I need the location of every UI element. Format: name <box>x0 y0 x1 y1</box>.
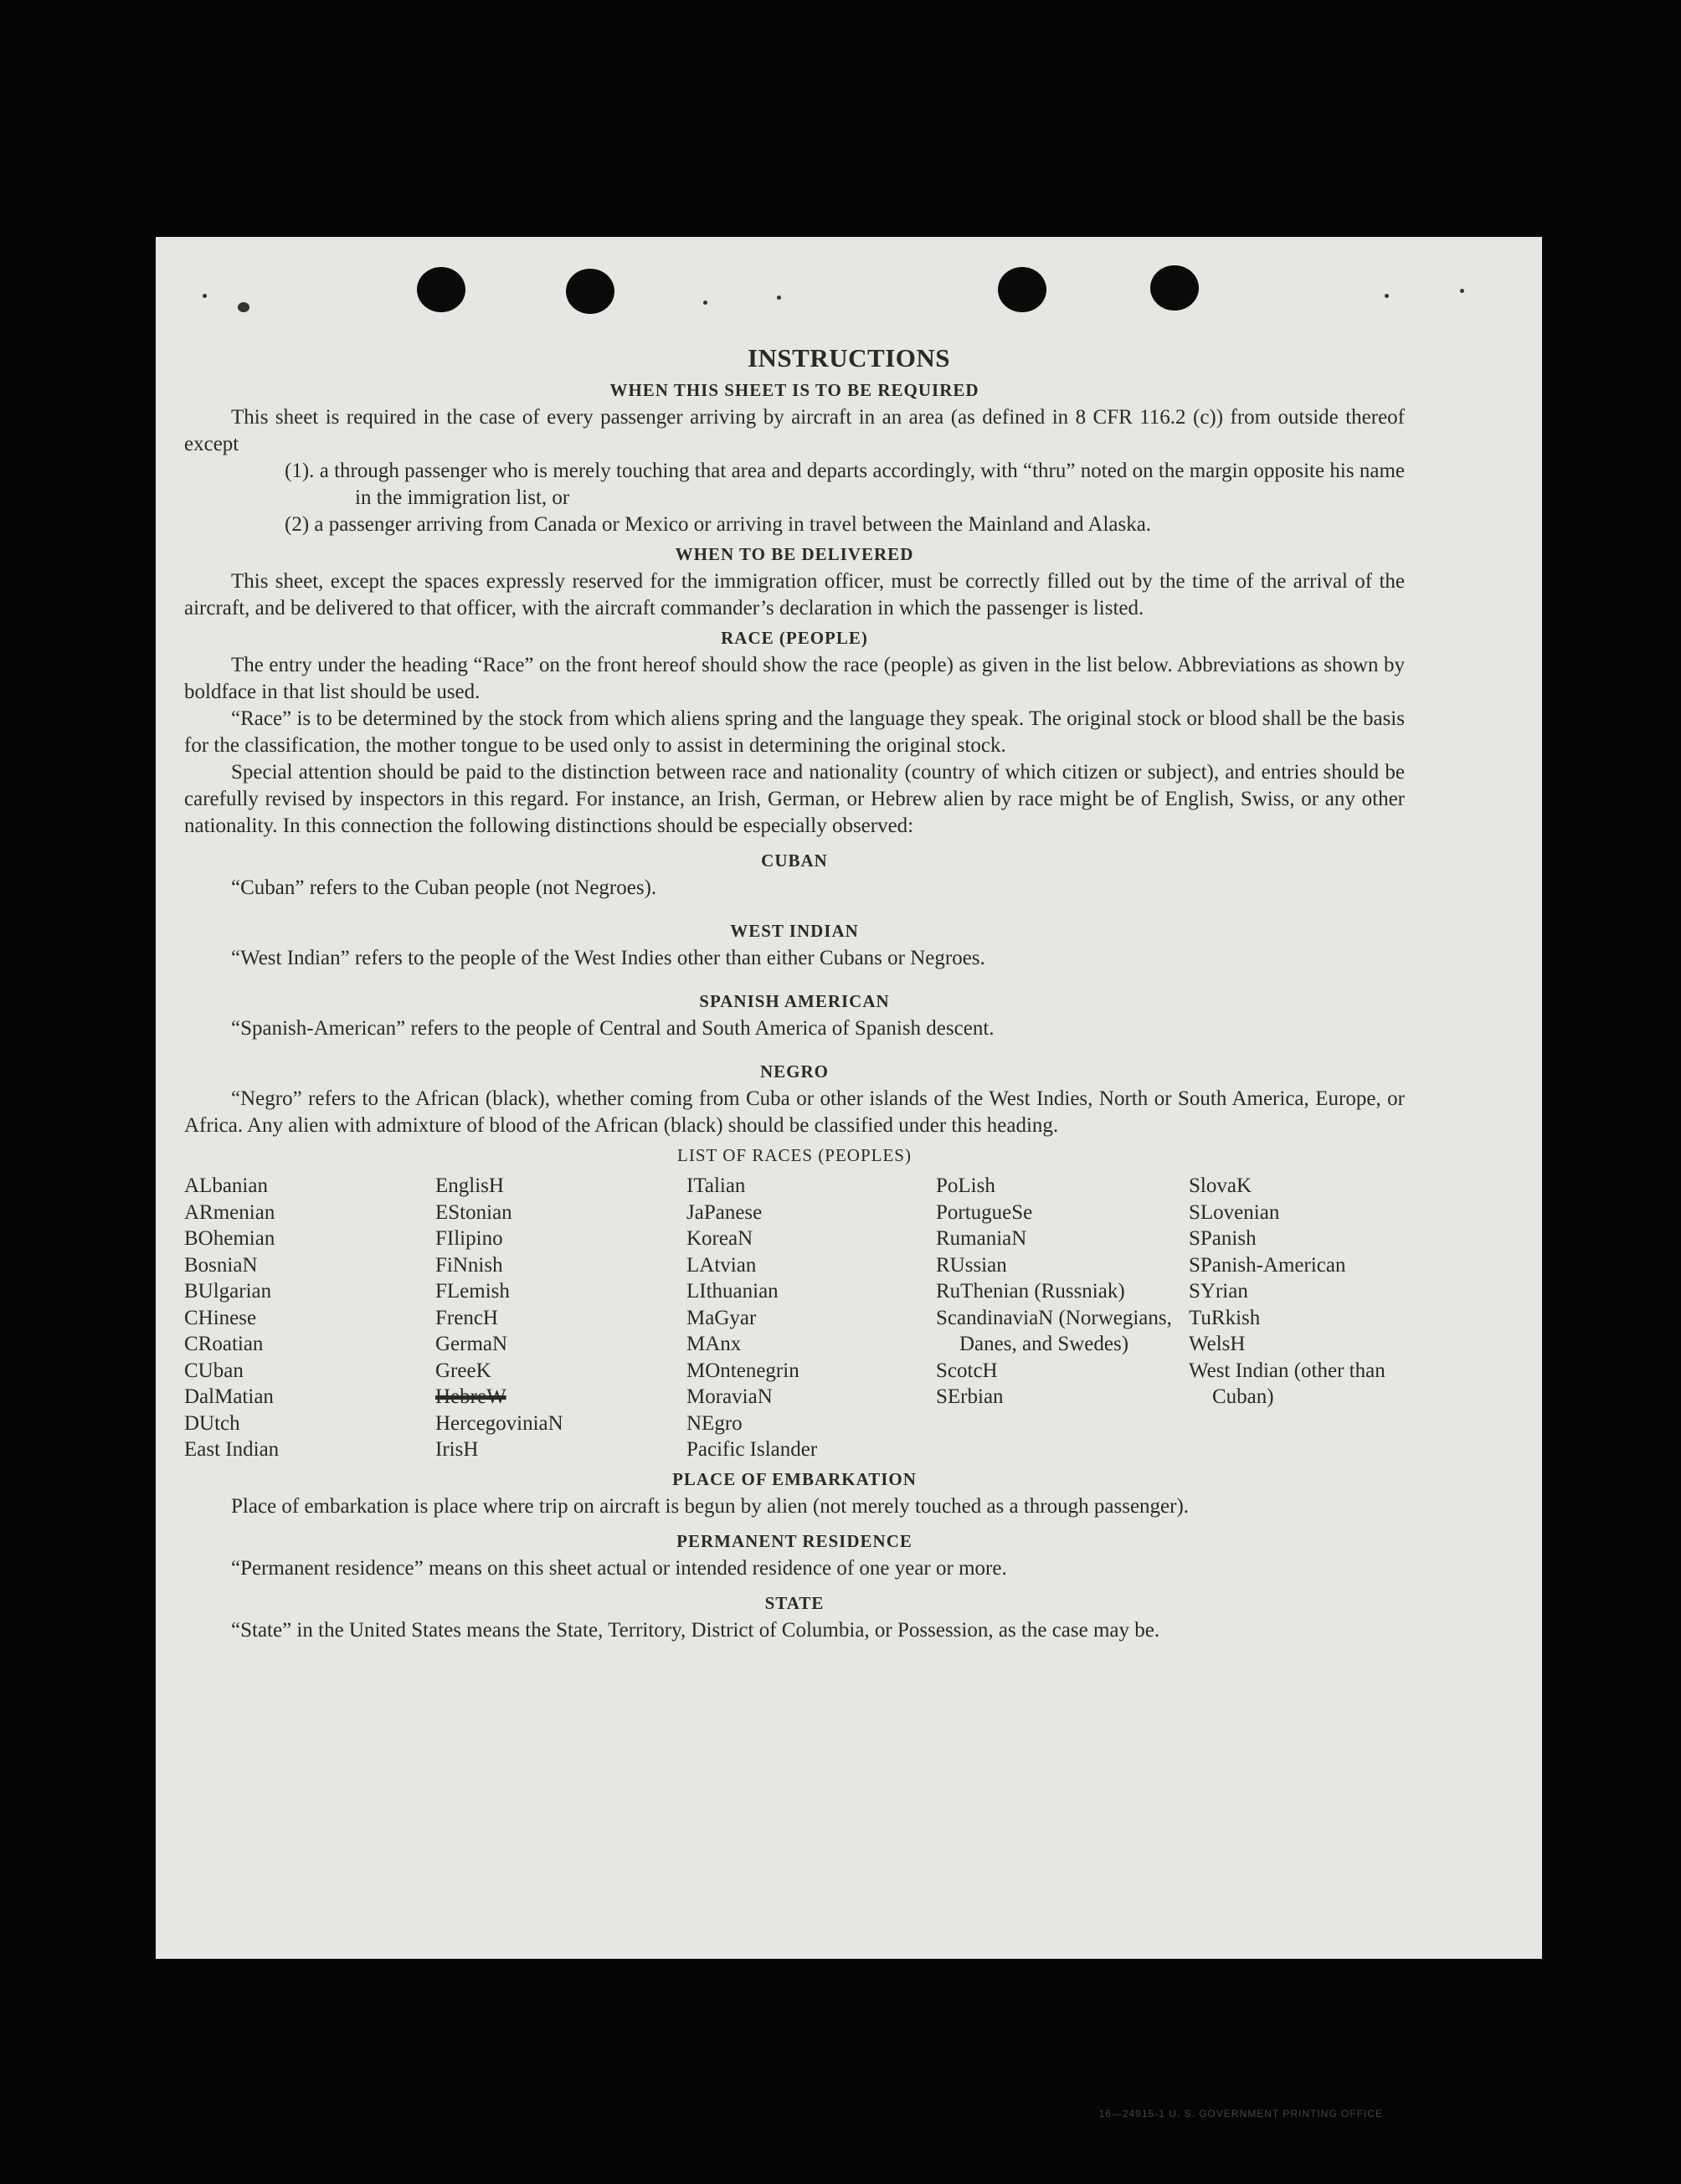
race-entry: KoreaN <box>686 1227 753 1250</box>
race-entry: LAtvian <box>686 1253 757 1277</box>
heading-state: STATE <box>764 1592 825 1613</box>
exception-item-2: (2) a passenger arriving from Canada or Mexico or arriving in travel between the Mainland and Alaska. <box>285 513 1152 536</box>
race-entry: PortugueSe <box>936 1200 1033 1224</box>
race-entry: West Indian (other than Cuban) <box>1189 1359 1385 1408</box>
race-entry: RumaniaN <box>936 1227 1027 1250</box>
races-column-5 <box>1189 1173 1405 1463</box>
heading-negro: NEGRO <box>759 1061 829 1082</box>
races-column-2 <box>435 1173 686 1463</box>
race-entry: SLovenian <box>1189 1200 1280 1224</box>
race-entry: DalMatian <box>184 1385 274 1408</box>
race-entry: LIthuanian <box>686 1280 779 1303</box>
races-column-1 <box>184 1173 435 1463</box>
race-entry: ALbanian <box>184 1174 268 1197</box>
race-entry: MAnx <box>686 1333 742 1355</box>
race-entry: CHinese <box>184 1306 257 1329</box>
race-entry: RuThenian (Russniak) <box>936 1280 1125 1303</box>
race-entry: TuRkish <box>1189 1306 1261 1329</box>
races-column-4 <box>936 1173 1189 1463</box>
printing-office-code: 16—24915-1 U. S. GOVERNMENT PRINTING OFFICE <box>1098 2108 1383 2120</box>
race-entry: CRoatian <box>184 1333 264 1355</box>
race-entry: BosniaN <box>184 1253 258 1277</box>
exception-item-1: (1). a through passenger who is merely touching that area and departs accordingly, with “thru” noted on the margin opposite his name in the immigration list, or <box>285 460 1405 509</box>
race-entry: PoLish <box>936 1174 995 1197</box>
heading-when-required: WHEN THIS SHEET IS TO BE REQUIRED <box>609 380 979 400</box>
race-entry: GermaN <box>435 1333 508 1355</box>
paper-speck <box>203 294 207 298</box>
race-entry: ARmenian <box>184 1200 275 1224</box>
embarkation-text: Place of embarkation is place where trip on aircraft is begun by alien (not merely touched as a through passenger). <box>231 1494 1190 1518</box>
race-paragraph-2: “Race” is to be determined by the stock from which aliens spring and the language they speak. The original stock or blood shall be the basis for the classification, the mother tongue to be used only to assist in determining the original stock. <box>184 707 1405 757</box>
race-entry: SYrian <box>1189 1280 1248 1303</box>
race-entry: NEgro <box>686 1411 743 1435</box>
races-column-3 <box>686 1173 936 1463</box>
race-entry: MaGyar <box>686 1306 757 1329</box>
heading-west-indian: WEST INDIAN <box>730 921 859 941</box>
race-entry: MoraviaN <box>686 1385 773 1408</box>
when-required-intro: This sheet is required in the case of every passenger arriving by aircraft in an area (as defined in 8 CFR 116.2 (c)) from outside thereof except <box>184 406 1405 455</box>
race-entry: EStonian <box>435 1200 512 1224</box>
race-entry: SlovaK <box>1189 1174 1252 1197</box>
race-paragraph-1: The entry under the heading “Race” on the front hereof should show the race (people) as given in the list below. Abbreviations as shown by boldface in that list should be used. <box>184 654 1405 703</box>
race-entry: FIlipino <box>435 1227 503 1250</box>
race-entry: Pacific Islander <box>686 1438 818 1461</box>
race-entry: ScotcH <box>936 1359 998 1382</box>
paper-speck <box>1385 294 1389 298</box>
race-entry: FrencH <box>435 1306 498 1329</box>
race-entry: EnglisH <box>435 1174 504 1197</box>
race-entry: BOhemian <box>184 1227 275 1250</box>
punch-hole-4 <box>1150 265 1199 311</box>
instructions-body <box>184 342 1405 1644</box>
residence-text: “Permanent residence” means on this sheet actual or intended residence of one year or more. <box>231 1556 1007 1580</box>
race-paragraph-3: Special attention should be paid to the distinction between race and nationality (country of which citizen or subject), and entries should be carefully revised by inspectors in this regard. For instance, an Irish, German, or Hebrew alien by race might be of English, Swiss, or any other nationality. In this connection the following distinctions should be especially observed: <box>184 761 1405 837</box>
race-entry: JaPanese <box>686 1200 763 1224</box>
punch-hole-2 <box>566 269 614 314</box>
punch-hole-3 <box>998 267 1046 312</box>
heading-embarkation: PLACE OF EMBARKATION <box>672 1468 917 1489</box>
race-entry: IrisH <box>435 1438 479 1461</box>
document-page <box>156 237 1542 2120</box>
race-entry: ScandinaviaN (Norwegians, Danes, and Swedes) <box>936 1306 1172 1355</box>
negro-text: “Negro” refers to the African (black), whether coming from Cuba or other islands of the West Indies, North or South America, Europe, or Africa. Any alien with admixture of blood of the African (black) should be classified under this heading. <box>184 1087 1405 1137</box>
race-entry: BUlgarian <box>184 1280 272 1303</box>
race-entry: ITalian <box>686 1174 746 1197</box>
heading-permanent-residence: PERMANENT RESIDENCE <box>676 1530 912 1551</box>
state-text: “State” in the United States means the State, Territory, District of Columbia, or Possession, as the case may be. <box>231 1618 1160 1642</box>
race-entry: SErbian <box>936 1385 1004 1408</box>
race-entry: HercegoviniaN <box>435 1411 563 1435</box>
race-entry-struck: HebreW <box>435 1385 506 1408</box>
page-title: INSTRUCTIONS <box>747 343 950 373</box>
race-entry: CUban <box>184 1359 244 1382</box>
race-entry: FLemish <box>435 1280 510 1303</box>
when-delivered-text: This sheet, except the spaces expressly reserved for the immigration officer, must be correctly filled out by the time of the arrival of the aircraft, and be delivered to that officer, with the aircraft commander’s declaration in which the passenger is listed. <box>184 570 1405 619</box>
race-entry: FiNnish <box>435 1253 503 1277</box>
race-entry: MOntenegrin <box>686 1359 799 1382</box>
paper-speck <box>238 302 249 312</box>
heading-races-list: LIST OF RACES (PEOPLES) <box>677 1145 912 1165</box>
races-list <box>184 1173 1405 1463</box>
paper-speck <box>1460 289 1464 293</box>
race-entry: WelsH <box>1189 1333 1246 1355</box>
heading-spanish-american: SPANISH AMERICAN <box>699 991 890 1011</box>
race-entry: SPanish <box>1189 1227 1257 1250</box>
race-entry: RUssian <box>936 1253 1007 1277</box>
race-entry: East Indian <box>184 1438 280 1461</box>
race-entry: DUtch <box>184 1411 240 1435</box>
paper-speck <box>703 301 707 305</box>
spanish-american-text: “Spanish-American” refers to the people of Central and South America of Spanish descent. <box>231 1017 995 1040</box>
punch-hole-1 <box>417 267 465 312</box>
heading-cuban: CUBAN <box>761 850 828 871</box>
west-indian-text: “West Indian” refers to the people of the West Indies other than either Cubans or Negroes. <box>231 947 985 969</box>
cuban-text: “Cuban” refers to the Cuban people (not Negroes). <box>231 876 657 899</box>
race-entry: SPanish-American <box>1189 1253 1346 1277</box>
race-entry: GreeK <box>435 1359 491 1382</box>
paper-speck <box>777 295 781 300</box>
heading-race: RACE (PEOPLE) <box>721 628 868 648</box>
heading-when-delivered: WHEN TO BE DELIVERED <box>675 544 914 564</box>
